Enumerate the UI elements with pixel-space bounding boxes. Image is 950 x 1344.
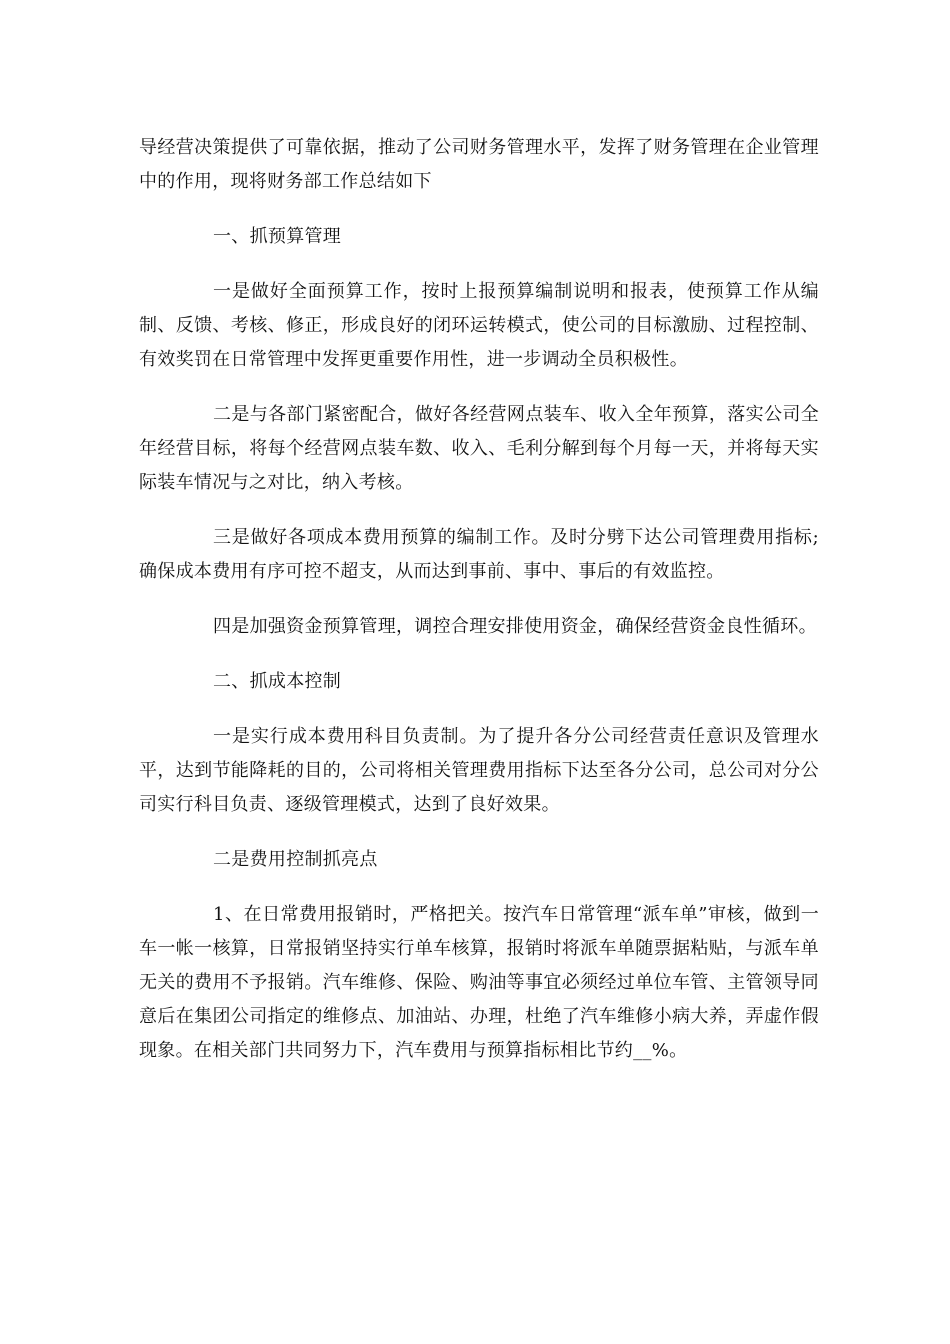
document-body: [139, 131, 819, 1089]
paragraph-budget-1: 一是做好全面预算工作，按时上报预算编制说明和报表，使预算工作从编制、反馈、考核、修正，形成良好的闭环运转模式，使公司的目标激励、过程控制、有效奖罚在日常管理中发挥更重要作用性，进一步调动全员积极性。: [139, 281, 819, 370]
paragraph-cost-2-heading: 二是费用控制抓亮点: [213, 849, 378, 870]
paragraph-cost-1: 一是实行成本费用科目负责制。为了提升各分公司经营责任意识及管理水平，达到节能降耗的目的，公司将相关管理费用指标下达至各分公司，总公司对分公司实行科目负责、逐级管理模式，达到了良好效果。: [139, 726, 819, 815]
paragraph-intro: 导经营决策提供了可靠依据，推动了公司财务管理水平，发挥了财务管理在企业管理中的作用，现将财务部工作总结如下: [139, 137, 819, 192]
paragraph-budget-2: 二是与各部门紧密配合，做好各经营网点装车、收入全年预算，落实公司全年经营目标，将每个经营网点装车数、收入、毛利分解到每个月每一天，并将每天实际装车情况与之对比，纳入考核。: [139, 404, 819, 493]
paragraph-cost-2-detail: 1、在日常费用报销时，严格把关。按汽车日常管理“派车单”审核，做到一车一帐一核算，日常报销坚持实行单车核算，报销时将派车单随票据粘贴，与派车单无关的费用不予报销。汽车维修、保险、购油等事宜必须经过单位车管、主管领导同意后在集团公司指定的维修点、加油站、办理，杜绝了汽车维修小病大养，弄虚作假现象。在相关部门共同努力下，汽车费用与预算指标相比节约__%。: [139, 904, 819, 1061]
section-heading-budget: 一、抓预算管理: [213, 226, 342, 247]
paragraph-budget-4: 四是加强资金预算管理，调控合理安排使用资金，确保经营资金良性循环。: [213, 616, 817, 637]
paragraph-budget-3: 三是做好各项成本费用预算的编制工作。及时分劈下达公司管理费用指标;确保成本费用有序可控不超支，从而达到事前、事中、事后的有效监控。: [139, 527, 819, 582]
section-heading-cost: 二、抓成本控制: [213, 671, 342, 692]
